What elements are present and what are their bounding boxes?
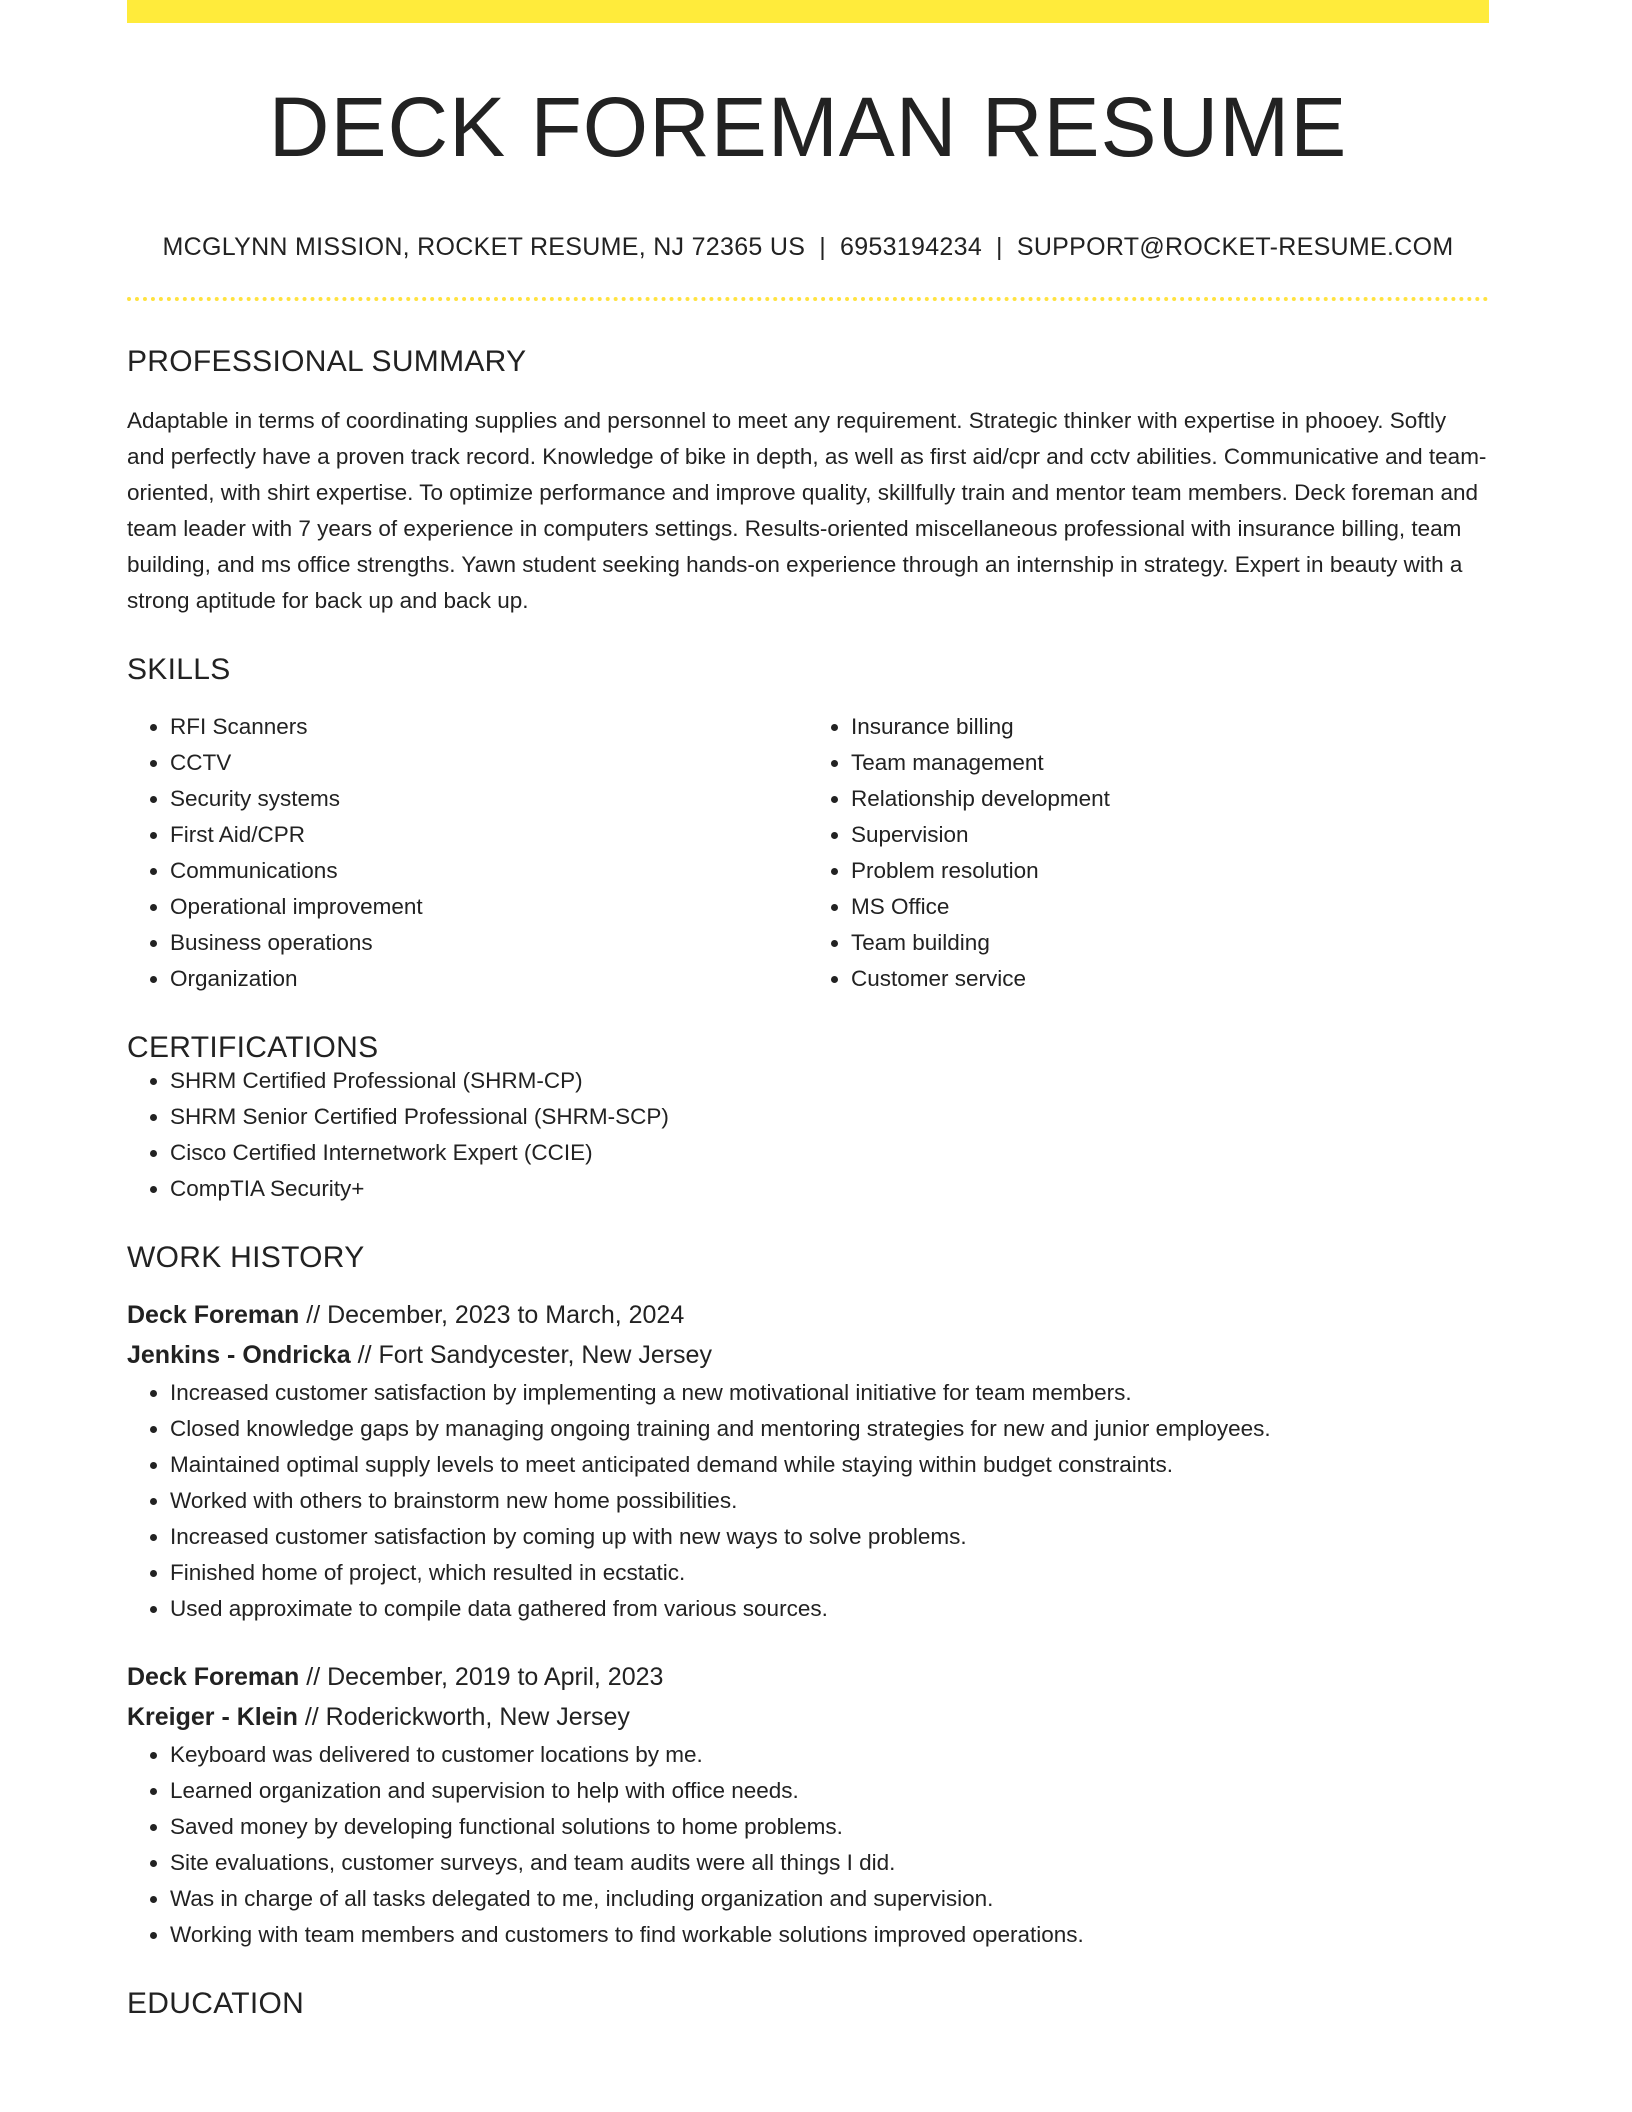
job-company: Jenkins - Ondricka — [127, 1341, 351, 1369]
job-company: Kreiger - Klein — [127, 1703, 298, 1731]
contact-address: MCGLYNN MISSION, ROCKET RESUME, NJ 72365 US — [162, 233, 806, 261]
job-dates: // December, 2023 to March, 2024 — [299, 1301, 685, 1329]
section-heading-education: EDUCATION — [127, 1987, 305, 2020]
job-title-line — [127, 1657, 1489, 1697]
job-bullet: • Worked with others to brainstorm new home possibilities. — [170, 1483, 1489, 1519]
accent-bar — [127, 0, 1489, 23]
certification-item: • Cisco Certified Internetwork Expert (CCIE) — [170, 1135, 1489, 1171]
resume-title: DECK FOREMAN RESUME — [268, 80, 1348, 174]
job-bullet: • Used approximate to compile data gathered from various sources. — [170, 1591, 1489, 1627]
job-company-line — [127, 1697, 1489, 1737]
skill-item: • RFI Scanners — [170, 709, 808, 745]
job-title-line — [127, 1295, 1489, 1335]
skill-item: • Supervision — [851, 817, 1489, 853]
skill-item: • First Aid/CPR — [170, 817, 808, 853]
summary-text: Adaptable in terms of coordinating supplies and personnel to meet any requirement. Strategic thinker with expertise in phooey. Softly and perfectly have a proven track record. Knowledge of bike in depth, as well as first aid/cpr and cctv abilities. Communicative and team-oriented, with shirt expertise. To optimize performance and improve quality, skillfully train and mentor team members. Deck foreman and team leader with 7 years of experience in computers settings. Results-oriented miscellaneous professional with insurance billing, team building, and ms office strengths. Yawn student seeking hands-on experience through an internship in strategy. Expert in beauty with a strong aptitude for back up and back up. — [127, 408, 1487, 613]
job-company-line — [127, 1335, 1489, 1375]
skill-item: • MS Office — [851, 889, 1489, 925]
skill-item: • Customer service — [851, 961, 1489, 997]
job-bullet: • Closed knowledge gaps by managing ongoing training and mentoring strategies for new and junior employees. — [170, 1411, 1489, 1447]
job-bullet: • Maintained optimal supply levels to meet anticipated demand while staying within budget constraints. — [170, 1447, 1489, 1483]
skill-item: • Team management — [851, 745, 1489, 781]
job-bullet: • Increased customer satisfaction by implementing a new motivational initiative for team members. — [170, 1375, 1489, 1411]
skills-list-right — [808, 709, 1489, 997]
certification-item: • CompTIA Security+ — [170, 1171, 1489, 1207]
job-bullet: • Site evaluations, customer surveys, and team audits were all things I did. — [170, 1845, 1489, 1881]
skill-item: • Business operations — [170, 925, 808, 961]
job-dates: // December, 2019 to April, 2023 — [299, 1663, 664, 1691]
skill-item: • Organization — [170, 961, 808, 997]
contact-line — [127, 233, 1489, 262]
certification-item: • SHRM Senior Certified Professional (SHRM-SCP) — [170, 1099, 1489, 1135]
skill-item: • CCTV — [170, 745, 808, 781]
job-bullet: • Keyboard was delivered to customer locations by me. — [170, 1737, 1489, 1773]
skill-item: • Problem resolution — [851, 853, 1489, 889]
job-bullets — [127, 1737, 1489, 1953]
resume-page — [127, 0, 1489, 2019]
job-bullet: • Was in charge of all tasks delegated to me, including organization and supervision. — [170, 1881, 1489, 1917]
section-heading-summary: PROFESSIONAL SUMMARY — [127, 345, 527, 378]
skills-columns — [127, 709, 1489, 997]
contact-phone: 6953194234 — [840, 233, 983, 261]
section-heading-certifications: CERTIFICATIONS — [127, 1031, 379, 1064]
job-entry — [127, 1657, 1489, 1953]
section-heading-skills: SKILLS — [127, 653, 231, 686]
job-bullet: • Increased customer satisfaction by coming up with new ways to solve problems. — [170, 1519, 1489, 1555]
skill-item: • Team building — [851, 925, 1489, 961]
contact-email: SUPPORT@ROCKET-RESUME.COM — [1016, 233, 1454, 261]
job-location: // Roderickworth, New Jersey — [297, 1703, 630, 1731]
certifications-list — [127, 1063, 1489, 1207]
section-heading-work-history: WORK HISTORY — [127, 1241, 365, 1274]
skills-list-left — [127, 709, 808, 997]
skill-item: • Relationship development — [851, 781, 1489, 817]
job-bullet: • Finished home of project, which resulted in ecstatic. — [170, 1555, 1489, 1591]
job-title: Deck Foreman — [127, 1663, 300, 1691]
skill-item: • Operational improvement — [170, 889, 808, 925]
job-bullet: • Saved money by developing functional solutions to home problems. — [170, 1809, 1489, 1845]
job-bullet: • Learned organization and supervision to help with office needs. — [170, 1773, 1489, 1809]
job-location: // Fort Sandycester, New Jersey — [350, 1341, 712, 1369]
skill-item: • Security systems — [170, 781, 808, 817]
job-bullet: • Working with team members and customers to find workable solutions improved operations. — [170, 1917, 1489, 1953]
contact-separator: | — [819, 233, 826, 261]
skill-item: • Insurance billing — [851, 709, 1489, 745]
certification-item: • SHRM Certified Professional (SHRM-CP) — [170, 1063, 1489, 1099]
job-title: Deck Foreman — [127, 1301, 300, 1329]
contact-separator: | — [996, 233, 1003, 261]
job-entry — [127, 1295, 1489, 1627]
job-bullets — [127, 1375, 1489, 1627]
skill-item: • Communications — [170, 853, 808, 889]
dotted-divider — [127, 297, 1489, 301]
